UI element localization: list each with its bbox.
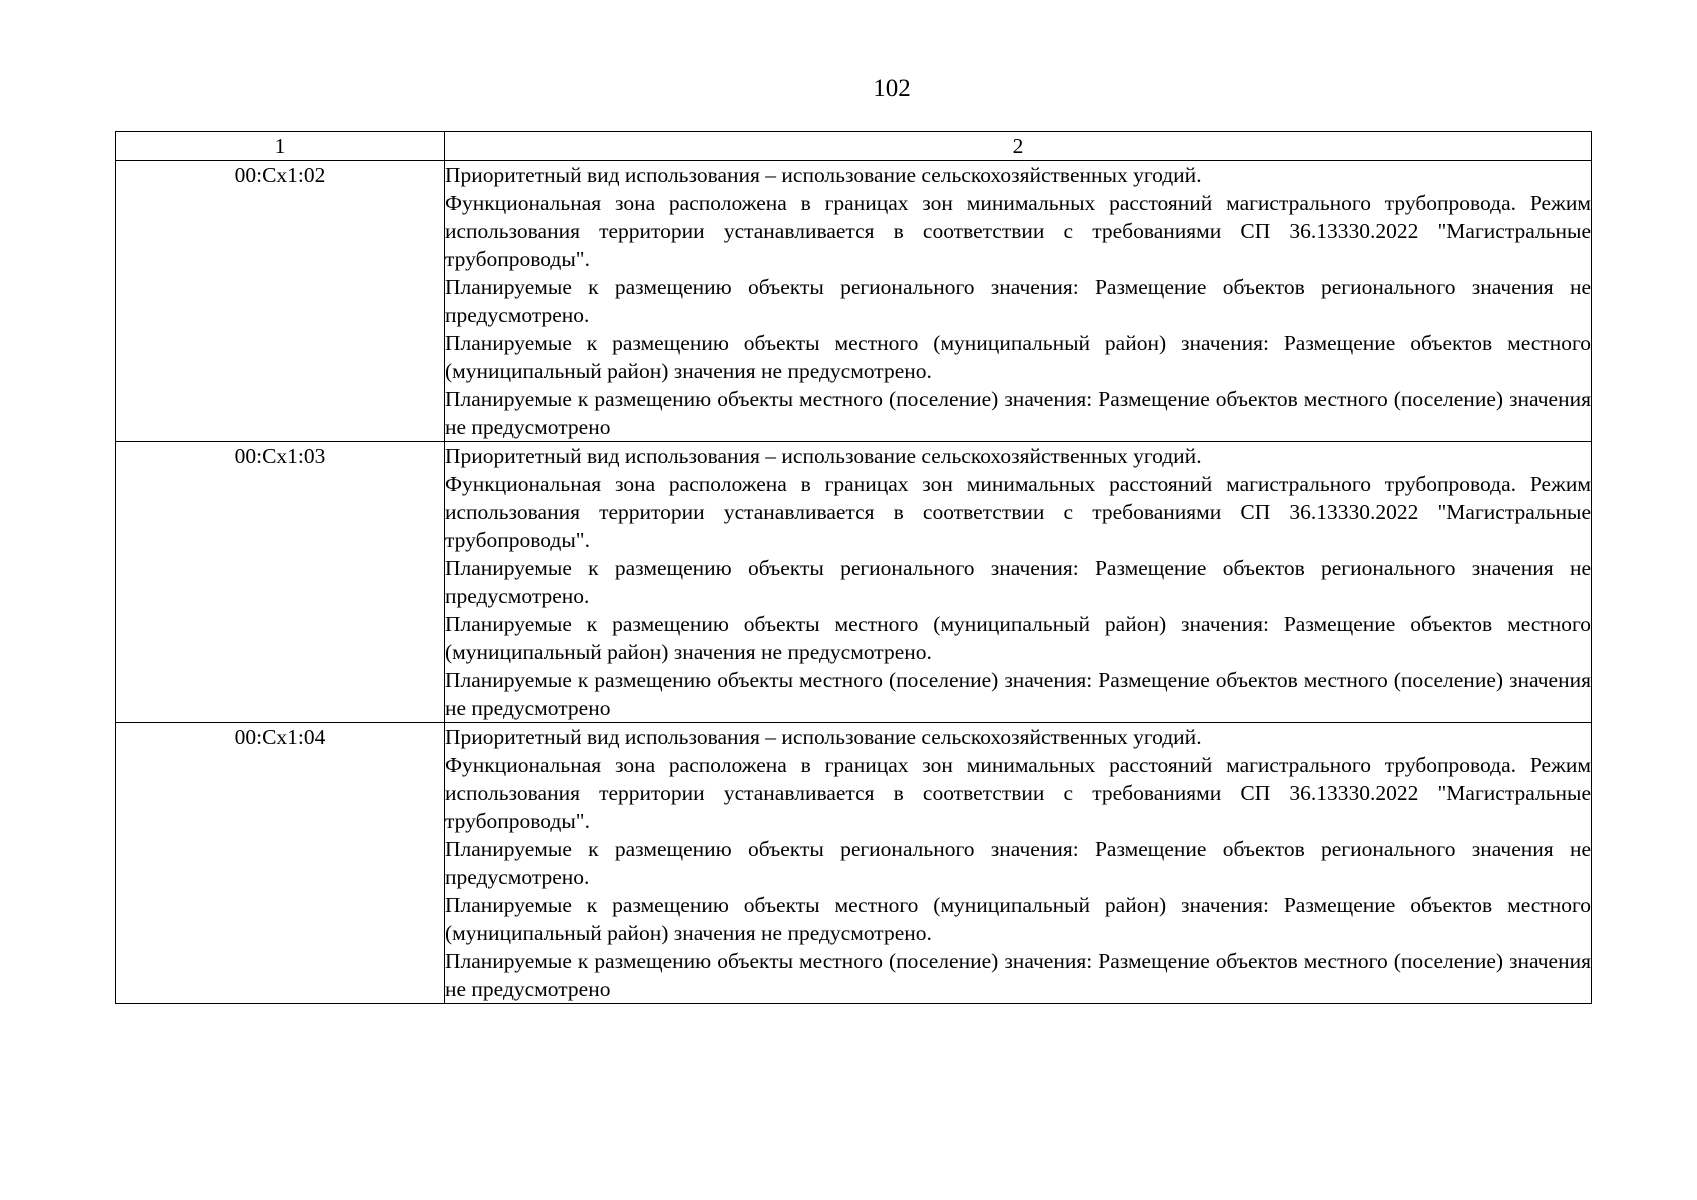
paragraph-district-objects: Планируемые к размещению объекты местного (муниципальный район) значения: Размещение объектов местного (муниципальный район) значения не предусмотрено. bbox=[445, 331, 1591, 383]
zone-code: 00:Cx1:03 bbox=[116, 442, 445, 723]
header-cell-2: 2 bbox=[445, 132, 1592, 161]
paragraph-priority-use: Приоритетный вид использования – использование сельскохозяйственных угодий. bbox=[445, 163, 1202, 187]
paragraph-priority-use: Приоритетный вид использования – использование сельскохозяйственных угодий. bbox=[445, 444, 1202, 468]
zone-description bbox=[445, 161, 1592, 442]
zone-description bbox=[445, 723, 1592, 1004]
paragraph-zone-location: Функциональная зона расположена в границах зон минимальных расстояний магистрального трубопровода. Режим использования территории устанавливается в соответствии с требованиями СП 36.13330.2022 "Магистральные трубопроводы". bbox=[445, 753, 1591, 833]
header-cell-1: 1 bbox=[116, 132, 445, 161]
paragraph-regional-objects: Планируемые к размещению объекты регионального значения: Размещение объектов регионального значения не предусмотрено. bbox=[445, 556, 1591, 608]
zone-code: 00:Cx1:02 bbox=[116, 161, 445, 442]
page-number: 102 bbox=[873, 75, 911, 102]
zone-description bbox=[445, 442, 1592, 723]
paragraph-settlement-objects: Планируемые к размещению объекты местного (поселение) значения: Размещение объектов местного (поселение) значения не предусмотрено bbox=[445, 949, 1591, 1001]
paragraph-district-objects: Планируемые к размещению объекты местного (муниципальный район) значения: Размещение объектов местного (муниципальный район) значения не предусмотрено. bbox=[445, 612, 1591, 664]
paragraph-regional-objects: Планируемые к размещению объекты регионального значения: Размещение объектов регионального значения не предусмотрено. bbox=[445, 275, 1591, 327]
paragraph-settlement-objects: Планируемые к размещению объекты местного (поселение) значения: Размещение объектов местного (поселение) значения не предусмотрено bbox=[445, 668, 1591, 720]
paragraph-district-objects: Планируемые к размещению объекты местного (муниципальный район) значения: Размещение объектов местного (муниципальный район) значения не предусмотрено. bbox=[445, 893, 1591, 945]
paragraph-priority-use: Приоритетный вид использования – использование сельскохозяйственных угодий. bbox=[445, 725, 1202, 749]
zone-code: 00:Cx1:04 bbox=[116, 723, 445, 1004]
paragraph-regional-objects: Планируемые к размещению объекты регионального значения: Размещение объектов регионального значения не предусмотрено. bbox=[445, 837, 1591, 889]
table-row bbox=[116, 723, 1592, 1004]
table-header-row bbox=[116, 132, 1592, 161]
paragraph-zone-location: Функциональная зона расположена в границах зон минимальных расстояний магистрального трубопровода. Режим использования территории устанавливается в соответствии с требованиями СП 36.13330.2022 "Магистральные трубопроводы". bbox=[445, 191, 1591, 271]
table-row bbox=[116, 442, 1592, 723]
table-row bbox=[116, 161, 1592, 442]
paragraph-settlement-objects: Планируемые к размещению объекты местного (поселение) значения: Размещение объектов местного (поселение) значения не предусмотрено bbox=[445, 387, 1591, 439]
zones-table bbox=[115, 131, 1592, 1004]
paragraph-zone-location: Функциональная зона расположена в границах зон минимальных расстояний магистрального трубопровода. Режим использования территории устанавливается в соответствии с требованиями СП 36.13330.2022 "Магистральные трубопроводы". bbox=[445, 472, 1591, 552]
